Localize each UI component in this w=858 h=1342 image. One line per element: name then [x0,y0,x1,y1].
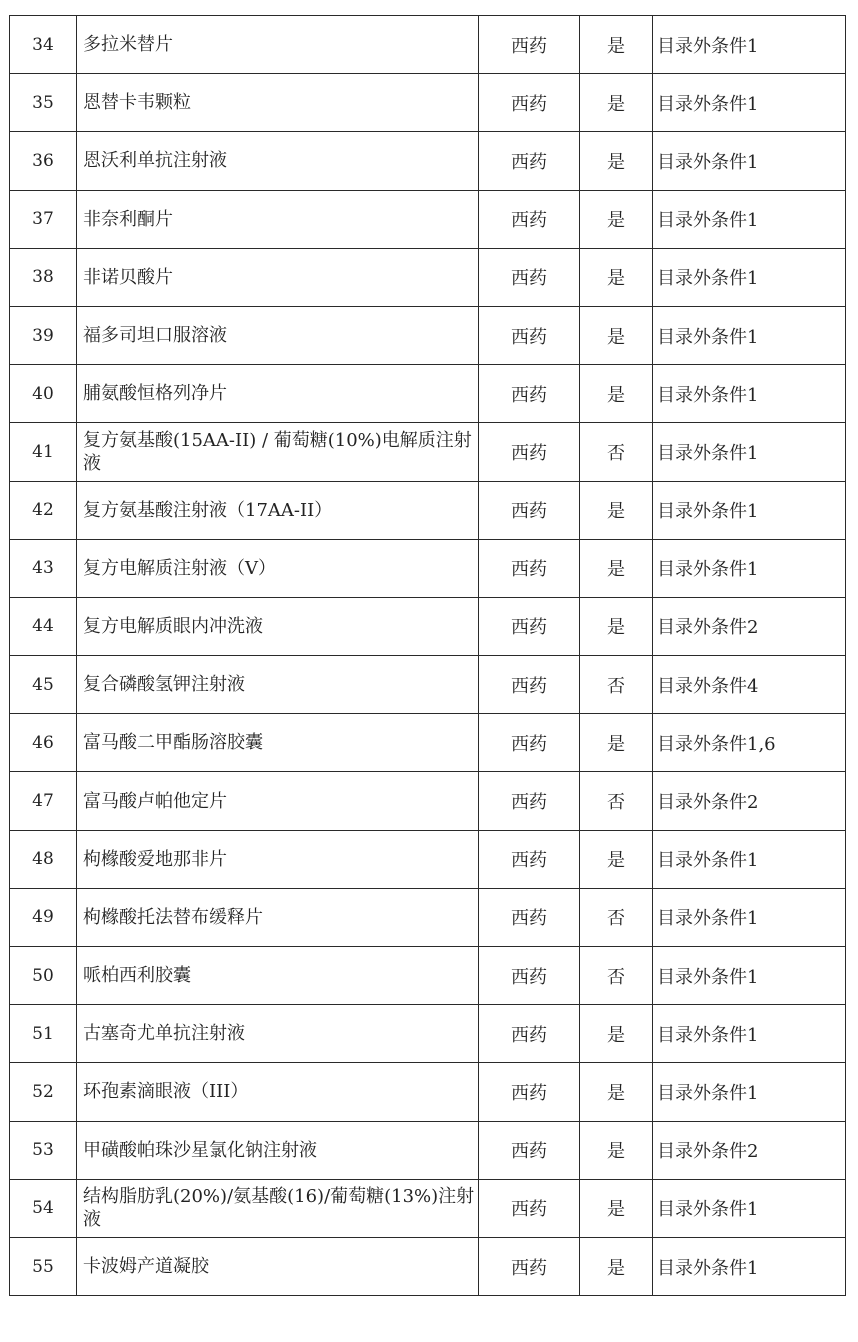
drug-name: 枸橼酸爱地那非片 [77,830,479,888]
row-number: 39 [10,306,77,364]
table-row [10,132,846,190]
flag-cell: 是 [580,539,653,597]
drug-name: 复方氨基酸(15AA-II) / 葡萄糖(10%)电解质注射液 [77,423,479,481]
drug-type: 西药 [479,830,580,888]
flag-cell: 是 [580,248,653,306]
row-number: 44 [10,597,77,655]
row-number: 40 [10,365,77,423]
flag-cell: 否 [580,947,653,1005]
drug-name: 复方电解质眼内冲洗液 [77,597,479,655]
table-row [10,1005,846,1063]
drug-name: 卡波姆产道凝胶 [77,1237,479,1295]
row-number: 34 [10,16,77,74]
flag-cell: 否 [580,423,653,481]
condition-cell: 目录外条件1 [653,74,846,132]
flag-cell: 是 [580,16,653,74]
drug-name: 非诺贝酸片 [77,248,479,306]
flag-cell: 是 [580,365,653,423]
table-body [10,16,846,1296]
row-number: 37 [10,190,77,248]
row-number: 43 [10,539,77,597]
condition-cell: 目录外条件2 [653,772,846,830]
condition-cell: 目录外条件1 [653,1005,846,1063]
table-row [10,423,846,481]
drug-type: 西药 [479,74,580,132]
flag-cell: 是 [580,132,653,190]
drug-type: 西药 [479,481,580,539]
flag-cell: 是 [580,1005,653,1063]
drug-table [9,15,846,1296]
flag-cell: 是 [580,714,653,772]
drug-type: 西药 [479,423,580,481]
drug-name: 复方氨基酸注射液（17AA-II） [77,481,479,539]
condition-cell: 目录外条件1 [653,1237,846,1295]
table-row [10,190,846,248]
drug-type: 西药 [479,772,580,830]
condition-cell: 目录外条件1 [653,1179,846,1237]
flag-cell: 是 [580,306,653,364]
row-number: 42 [10,481,77,539]
table-row [10,947,846,1005]
drug-name: 哌柏西利胶囊 [77,947,479,1005]
table-row [10,656,846,714]
condition-cell: 目录外条件1 [653,423,846,481]
drug-name: 古塞奇尤单抗注射液 [77,1005,479,1063]
condition-cell: 目录外条件1 [653,190,846,248]
flag-cell: 是 [580,1121,653,1179]
table-row [10,481,846,539]
drug-type: 西药 [479,248,580,306]
row-number: 45 [10,656,77,714]
table-row [10,772,846,830]
drug-name: 福多司坦口服溶液 [77,306,479,364]
row-number: 48 [10,830,77,888]
drug-type: 西药 [479,1063,580,1121]
row-number: 35 [10,74,77,132]
condition-cell: 目录外条件1 [653,539,846,597]
drug-name: 恩沃利单抗注射液 [77,132,479,190]
table-row [10,1121,846,1179]
condition-cell: 目录外条件1 [653,830,846,888]
condition-cell: 目录外条件1 [653,132,846,190]
flag-cell: 是 [580,597,653,655]
drug-type: 西药 [479,1237,580,1295]
drug-name: 非奈利酮片 [77,190,479,248]
row-number: 47 [10,772,77,830]
condition-cell: 目录外条件4 [653,656,846,714]
condition-cell: 目录外条件2 [653,1121,846,1179]
drug-type: 西药 [479,132,580,190]
flag-cell: 是 [580,1179,653,1237]
row-number: 36 [10,132,77,190]
table-row [10,1063,846,1121]
table-row [10,365,846,423]
row-number: 53 [10,1121,77,1179]
row-number: 41 [10,423,77,481]
drug-type: 西药 [479,539,580,597]
drug-type: 西药 [479,1005,580,1063]
drug-type: 西药 [479,656,580,714]
drug-name: 环孢素滴眼液（III） [77,1063,479,1121]
drug-name: 复合磷酸氢钾注射液 [77,656,479,714]
condition-cell: 目录外条件1 [653,1063,846,1121]
drug-type: 西药 [479,947,580,1005]
row-number: 55 [10,1237,77,1295]
drug-type: 西药 [479,597,580,655]
table-row [10,1237,846,1295]
flag-cell: 是 [580,74,653,132]
table-row [10,888,846,946]
condition-cell: 目录外条件1 [653,306,846,364]
row-number: 50 [10,947,77,1005]
table-row [10,306,846,364]
drug-type: 西药 [479,888,580,946]
flag-cell: 否 [580,888,653,946]
condition-cell: 目录外条件1 [653,888,846,946]
table-row [10,597,846,655]
drug-name: 富马酸二甲酯肠溶胶囊 [77,714,479,772]
condition-cell: 目录外条件1 [653,481,846,539]
drug-type: 西药 [479,714,580,772]
flag-cell: 是 [580,1237,653,1295]
table-row [10,539,846,597]
drug-name: 脯氨酸恒格列净片 [77,365,479,423]
flag-cell: 否 [580,656,653,714]
condition-cell: 目录外条件2 [653,597,846,655]
flag-cell: 是 [580,1063,653,1121]
row-number: 38 [10,248,77,306]
flag-cell: 是 [580,190,653,248]
drug-name: 枸橼酸托法替布缓释片 [77,888,479,946]
condition-cell: 目录外条件1 [653,16,846,74]
table-row [10,74,846,132]
row-number: 54 [10,1179,77,1237]
drug-name: 恩替卡韦颗粒 [77,74,479,132]
table-row [10,714,846,772]
table-row [10,830,846,888]
drug-type: 西药 [479,1121,580,1179]
drug-name: 复方电解质注射液（V） [77,539,479,597]
table-row [10,1179,846,1237]
flag-cell: 是 [580,830,653,888]
row-number: 49 [10,888,77,946]
drug-type: 西药 [479,16,580,74]
drug-type: 西药 [479,1179,580,1237]
drug-type: 西药 [479,365,580,423]
table-row [10,248,846,306]
drug-name: 富马酸卢帕他定片 [77,772,479,830]
row-number: 46 [10,714,77,772]
table-row [10,16,846,74]
drug-type: 西药 [479,306,580,364]
condition-cell: 目录外条件1,6 [653,714,846,772]
flag-cell: 是 [580,481,653,539]
drug-name: 多拉米替片 [77,16,479,74]
condition-cell: 目录外条件1 [653,248,846,306]
condition-cell: 目录外条件1 [653,365,846,423]
condition-cell: 目录外条件1 [653,947,846,1005]
drug-name: 结构脂肪乳(20%)/氨基酸(16)/葡萄糖(13%)注射液 [77,1179,479,1237]
drug-type: 西药 [479,190,580,248]
row-number: 51 [10,1005,77,1063]
flag-cell: 否 [580,772,653,830]
drug-name: 甲磺酸帕珠沙星氯化钠注射液 [77,1121,479,1179]
row-number: 52 [10,1063,77,1121]
